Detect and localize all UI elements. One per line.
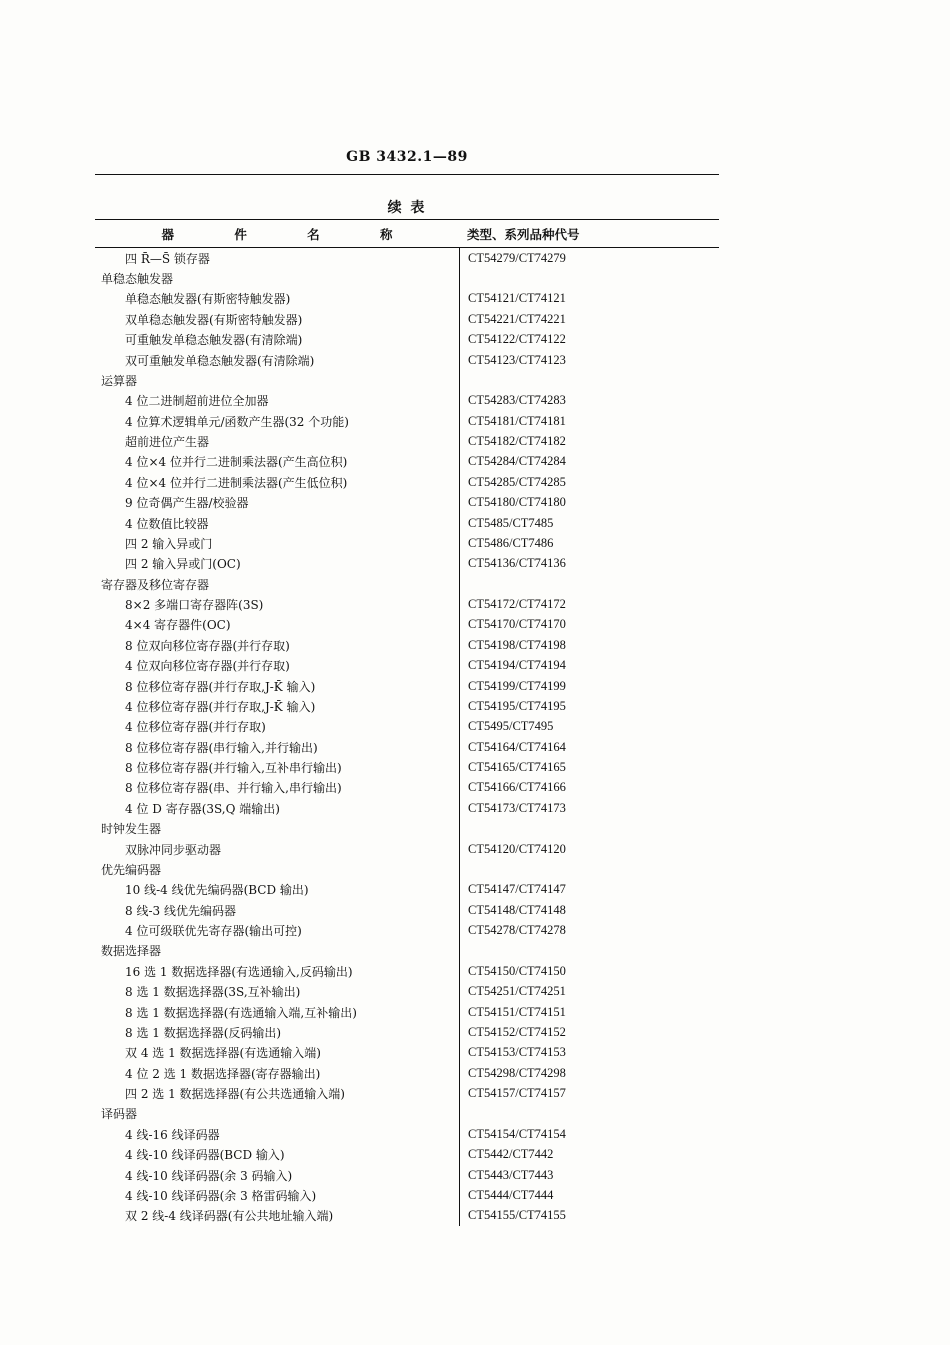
type-code: CT54172/CT74172 bbox=[468, 597, 566, 612]
category-row bbox=[95, 819, 719, 839]
device-name: 4 位算术逻辑单元/函数产生器(32 个功能) bbox=[125, 414, 349, 429]
type-code: CT54147/CT74147 bbox=[468, 882, 566, 897]
device-name: 8 选 1 数据选择器(3S,互补输出) bbox=[125, 985, 301, 1000]
type-code: CT54283/CT74283 bbox=[468, 393, 566, 408]
device-name: 四 2 输入异或门 bbox=[125, 536, 213, 551]
header-rule bbox=[95, 174, 719, 175]
type-code: CT5486/CT7486 bbox=[468, 535, 554, 550]
category-name: 优先编码器 bbox=[101, 862, 162, 877]
table-row bbox=[95, 452, 719, 472]
table-row bbox=[95, 248, 719, 268]
device-name: 9 位奇偶产生器/校验器 bbox=[125, 496, 249, 511]
category-name: 数据选择器 bbox=[101, 944, 162, 959]
table-header bbox=[95, 219, 719, 248]
type-code: CT54298/CT74298 bbox=[468, 1065, 566, 1080]
table-row bbox=[95, 1165, 719, 1185]
table-row bbox=[95, 1083, 719, 1103]
device-name: 双单稳态触发器(有斯密特触发器) bbox=[125, 312, 303, 327]
type-code: CT54251/CT74251 bbox=[468, 984, 566, 999]
table-row bbox=[95, 982, 719, 1002]
table-row bbox=[95, 1002, 719, 1022]
device-name: 8×2 多端口寄存器阵(3S) bbox=[125, 598, 264, 613]
table-row bbox=[95, 1022, 719, 1042]
type-code: CT54122/CT74122 bbox=[468, 332, 566, 347]
device-name: 4 位双向移位寄存器(并行存取) bbox=[125, 659, 290, 674]
type-code: CT54279/CT74279 bbox=[468, 250, 566, 265]
device-name: 4 位数值比较器 bbox=[125, 516, 209, 531]
table-row bbox=[95, 513, 719, 533]
category-name: 时钟发生器 bbox=[101, 822, 162, 837]
category-row bbox=[95, 574, 719, 594]
table-row bbox=[95, 635, 719, 655]
device-name: 4 位 D 寄存器(3S,Q 端输出) bbox=[125, 801, 280, 816]
type-code: CT54155/CT74155 bbox=[468, 1208, 566, 1223]
table-row bbox=[95, 1124, 719, 1144]
type-code: CT54154/CT74154 bbox=[468, 1126, 566, 1141]
device-name: 4 位二进制超前进位全加器 bbox=[125, 394, 269, 409]
device-name: 8 选 1 数据选择器(反码输出) bbox=[125, 1025, 282, 1040]
type-code: CT54170/CT74170 bbox=[468, 617, 566, 632]
type-code: CT54164/CT74164 bbox=[468, 739, 566, 754]
device-name: 4 位移位寄存器(并行存取) bbox=[125, 720, 266, 735]
device-name: 4 线-16 线译码器 bbox=[125, 1127, 220, 1142]
table-row bbox=[95, 330, 719, 350]
device-name: 4 位移位寄存器(并行存取,J-K̄ 输入) bbox=[125, 699, 316, 714]
device-name: 4 位可级联优先寄存器(输出可控) bbox=[125, 924, 302, 939]
category-name: 寄存器及移位寄存器 bbox=[101, 577, 210, 592]
type-code: CT54278/CT74278 bbox=[468, 923, 566, 938]
type-code: CT54221/CT74221 bbox=[468, 311, 566, 326]
type-code: CT54152/CT74152 bbox=[468, 1024, 566, 1039]
table-row bbox=[95, 717, 719, 737]
type-code: CT5442/CT7442 bbox=[468, 1147, 554, 1162]
table-row bbox=[95, 533, 719, 553]
device-name: 4 线-10 线译码器(余 3 格雷码输入) bbox=[125, 1188, 317, 1203]
category-row bbox=[95, 941, 719, 961]
table-row bbox=[95, 798, 719, 818]
device-name: 4 线-10 线译码器(余 3 码输入) bbox=[125, 1168, 293, 1183]
table-row bbox=[95, 1185, 719, 1205]
table-row bbox=[95, 1043, 719, 1063]
table-row bbox=[95, 737, 719, 757]
device-name: 8 位双向移位寄存器(并行存取) bbox=[125, 638, 290, 653]
device-name: 8 位移位寄存器(串、并行输入,串行输出) bbox=[125, 781, 342, 796]
table-row bbox=[95, 656, 719, 676]
device-name: 4 位×4 位并行二进制乘法器(产生低位积) bbox=[125, 475, 348, 490]
device-name: 超前进位产生器 bbox=[125, 435, 210, 450]
device-name: 双可重触发单稳态触发器(有清除端) bbox=[125, 353, 315, 368]
type-code: CT54123/CT74123 bbox=[468, 352, 566, 367]
table-row bbox=[95, 472, 719, 492]
device-name: 8 选 1 数据选择器(有选通输入端,互补输出) bbox=[125, 1005, 357, 1020]
table-row bbox=[95, 493, 719, 513]
device-name: 8 位移位寄存器(串行输入,并行输出) bbox=[125, 740, 318, 755]
type-code: CT54199/CT74199 bbox=[468, 678, 566, 693]
type-code: CT54120/CT74120 bbox=[468, 841, 566, 856]
device-name: 8 线-3 线优先编码器 bbox=[125, 903, 236, 918]
device-name: 双脉冲同步驱动器 bbox=[125, 842, 222, 857]
table-row bbox=[95, 920, 719, 940]
table-row bbox=[95, 900, 719, 920]
table-row bbox=[95, 309, 719, 329]
type-code: CT54150/CT74150 bbox=[468, 963, 566, 978]
category-name: 单稳态触发器 bbox=[101, 272, 174, 287]
device-name: 四 2 输入异或门(OC) bbox=[125, 557, 241, 572]
column-header-device-name: 器 件 名 称 bbox=[161, 226, 421, 242]
type-code: CT54121/CT74121 bbox=[468, 291, 566, 306]
type-code: CT54148/CT74148 bbox=[468, 902, 566, 917]
device-name: 4×4 寄存器件(OC) bbox=[125, 618, 231, 633]
device-table bbox=[95, 219, 719, 1226]
column-header-type-code: 类型、系列品种代号 bbox=[467, 226, 580, 242]
category-row bbox=[95, 370, 719, 390]
table-row bbox=[95, 594, 719, 614]
table-row bbox=[95, 431, 719, 451]
type-code: CT54198/CT74198 bbox=[468, 637, 566, 652]
type-code: CT54195/CT74195 bbox=[468, 698, 566, 713]
device-name: 4 位×4 位并行二进制乘法器(产生高位积) bbox=[125, 455, 348, 470]
category-name: 运算器 bbox=[101, 373, 138, 388]
type-code: CT54180/CT74180 bbox=[468, 495, 566, 510]
table-row bbox=[95, 554, 719, 574]
table-row bbox=[95, 411, 719, 431]
device-name: 8 位移位寄存器(并行输入,互补串行输出) bbox=[125, 761, 342, 776]
device-name: 4 线-10 线译码器(BCD 输入) bbox=[125, 1148, 285, 1163]
type-code: CT54157/CT74157 bbox=[468, 1086, 566, 1101]
type-code: CT54173/CT74173 bbox=[468, 800, 566, 815]
device-name: 4 位 2 选 1 数据选择器(寄存器输出) bbox=[125, 1066, 321, 1081]
type-code: CT54136/CT74136 bbox=[468, 556, 566, 571]
type-code: CT54153/CT74153 bbox=[468, 1045, 566, 1060]
type-code: CT54182/CT74182 bbox=[468, 434, 566, 449]
type-code: CT54284/CT74284 bbox=[468, 454, 566, 469]
category-row bbox=[95, 268, 719, 288]
device-name: 10 线-4 线优先编码器(BCD 输出) bbox=[125, 883, 309, 898]
type-code: CT54285/CT74285 bbox=[468, 474, 566, 489]
table-row bbox=[95, 1206, 719, 1226]
table-row bbox=[95, 696, 719, 716]
table-row bbox=[95, 350, 719, 370]
type-code: CT5485/CT7485 bbox=[468, 515, 554, 530]
device-name: 双 4 选 1 数据选择器(有选通输入端) bbox=[125, 1046, 321, 1061]
device-name: 单稳态触发器(有斯密特触发器) bbox=[125, 292, 291, 307]
table-row bbox=[95, 1145, 719, 1165]
type-code: CT5443/CT7443 bbox=[468, 1167, 554, 1182]
type-code: CT54166/CT74166 bbox=[468, 780, 566, 795]
table-row bbox=[95, 1063, 719, 1083]
table-row bbox=[95, 880, 719, 900]
device-name: 8 位移位寄存器(并行存取,J-K̄ 输入) bbox=[125, 679, 316, 694]
table-row bbox=[95, 391, 719, 411]
category-row bbox=[95, 1104, 719, 1124]
device-name: 四 R̄—S̄ 锁存器 bbox=[125, 251, 210, 266]
table-row bbox=[95, 615, 719, 635]
type-code: CT5495/CT7495 bbox=[468, 719, 554, 734]
device-name: 四 2 选 1 数据选择器(有公共选通输入端) bbox=[125, 1087, 345, 1102]
type-code: CT54194/CT74194 bbox=[468, 658, 566, 673]
table-row bbox=[95, 839, 719, 859]
category-name: 译码器 bbox=[101, 1107, 138, 1122]
table-caption: 续 表 bbox=[387, 200, 427, 216]
device-name: 16 选 1 数据选择器(有选通输入,反码输出) bbox=[125, 964, 353, 979]
type-code: CT54181/CT74181 bbox=[468, 413, 566, 428]
table-row bbox=[95, 289, 719, 309]
page-header-standard-number: GB 3432.1—89 bbox=[346, 149, 468, 165]
category-row bbox=[95, 859, 719, 879]
table-row bbox=[95, 757, 719, 777]
table-row bbox=[95, 778, 719, 798]
type-code: CT54165/CT74165 bbox=[468, 760, 566, 775]
device-name: 可重触发单稳态触发器(有清除端) bbox=[125, 333, 303, 348]
device-name: 双 2 线-4 线译码器(有公共地址输入端) bbox=[125, 1209, 334, 1224]
table-row bbox=[95, 676, 719, 696]
table-body bbox=[95, 248, 719, 1226]
type-code: CT5444/CT7444 bbox=[468, 1187, 554, 1202]
type-code: CT54151/CT74151 bbox=[468, 1004, 566, 1019]
table-row bbox=[95, 961, 719, 981]
